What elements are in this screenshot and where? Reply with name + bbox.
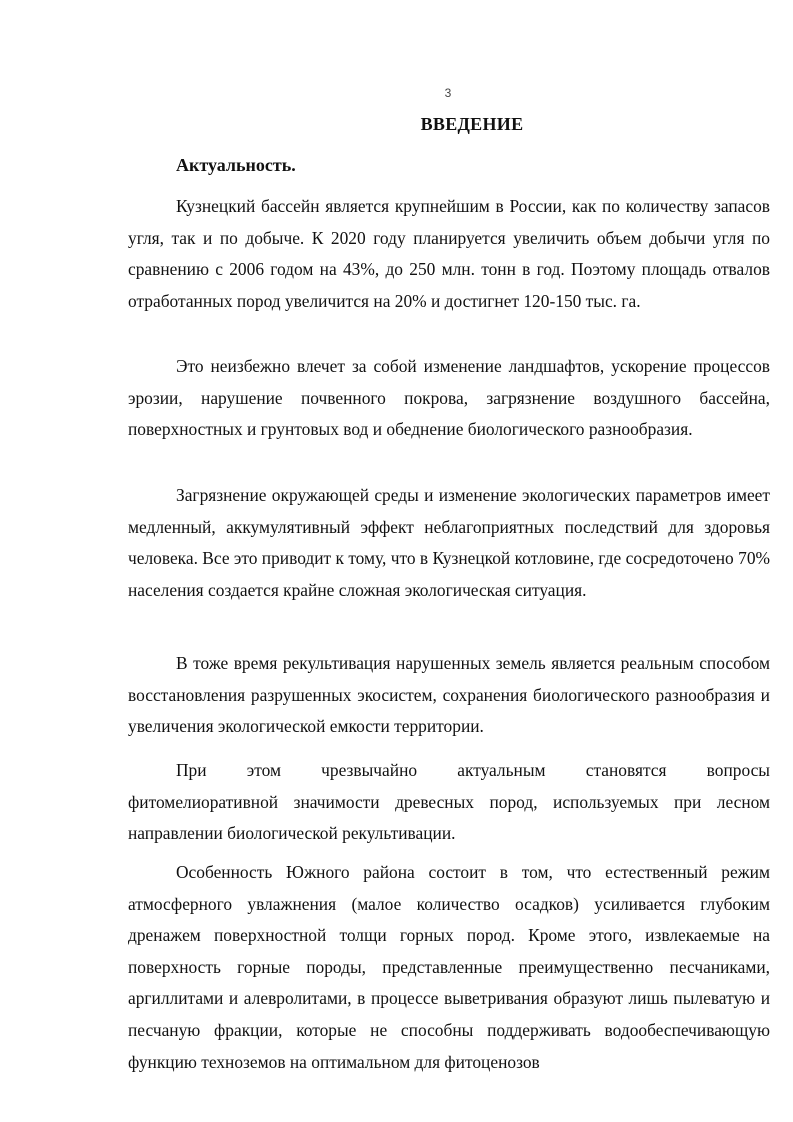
- page-title: ВВЕДЕНИЕ: [420, 114, 524, 134]
- word: чрезвычайно: [321, 760, 418, 780]
- paragraph-land-reclamation: В тоже время рекультивация нарушенных земель является реальным способом восстановления разрушенных экосистем, сохранения биологического разнообразия и увеличения экологической емкости территории.: [128, 653, 770, 737]
- word: При: [176, 760, 207, 780]
- paragraph-environmental-pollution: Загрязнение окружающей среды и изменение экологических параметров имеет медленный, аккумулятивный эффект неблагоприятных последствий для здоровья человека. Все это приводит к тому, что в Кузнецкой котловине, где сосредоточено 70% населения создается крайне сложная экологическая ситуация.: [128, 485, 770, 600]
- page-number: 3: [444, 86, 452, 100]
- paragraph-rest: фитомелиоративной значимости древесных пород, используемых при лесном направлении биологической рекультивации.: [128, 791, 770, 844]
- paragraph-first-line: [128, 755, 770, 787]
- paragraph-coal-production: Кузнецкий бассейн является крупнейшим в России, как по количеству запасов угля, так и по добыче. К 2020 году планируется увеличить объем добычи угля по сравнению с 2006 годом на 43%, до 250 млн. тонн в год. Поэтому площадь отвалов отработанных пород увеличится на 20% и достигнет 120-150 тыс. га.: [128, 196, 770, 311]
- word: вопросы: [706, 760, 770, 780]
- word: актуальным: [457, 760, 546, 780]
- paragraph-southern-district: Особенность Южного района состоит в том, что естественный режим атмосферного увлажнения (малое количество осадков) усиливается глубоким дренажем поверхностной толщи горных пород. Кроме этого, извлекаемые на поверхность горные породы, представленные преимущественно песчаниками, аргиллитами и алевролитами, в процессе выветривания образуют лишь пылеватую и песчаную фракции, которые не способны поддерживать водообеспечивающую функцию техноземов на оптимальном для фитоценозов: [128, 862, 770, 1072]
- word: становятся: [585, 760, 667, 780]
- paragraph-phytomelioration: [128, 755, 770, 850]
- section-heading: Актуальность.: [176, 155, 296, 175]
- word: этом: [246, 760, 281, 780]
- paragraph-landscape-changes: Это неизбежно влечет за собой изменение ландшафтов, ускорение процессов эрозии, нарушение почвенного покрова, загрязнение воздушного бассейна, поверхностных и грунтовых вод и обеднение биологического разнообразия.: [128, 356, 770, 440]
